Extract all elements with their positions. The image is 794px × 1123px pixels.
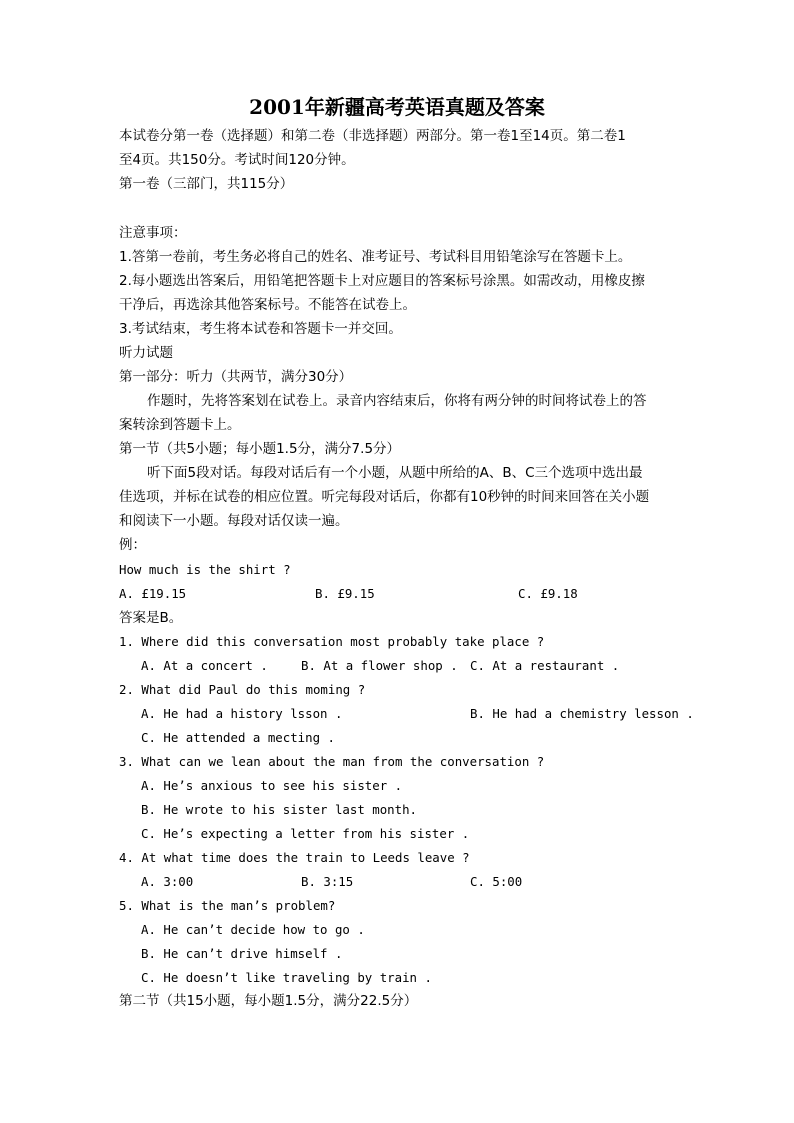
question-1-option-b: B. At a flower shop .: [301, 658, 458, 673]
question-4-option-a: A. 3:00: [141, 874, 194, 889]
question-2-option-c: C. He attended a mecting .: [141, 730, 335, 745]
instruction-line-1: 作题时，先将答案划在试卷上。录音内容结束后，你将有两分钟的时间将试卷上的答: [147, 393, 647, 409]
section-one-text-1: 听下面5段对话。每段对话后有一个小题，从题中所给的A、B、C三个选项中选出最: [147, 465, 643, 481]
example-question: How much is the shirt ?: [119, 562, 291, 577]
note-3: 3.考试结束，考生将本试卷和答题卡一并交回。: [119, 321, 402, 337]
intro-line-2: 至4页。共150分。考试时间120分钟。: [119, 152, 355, 168]
example-option-a: A. £19.15: [119, 586, 187, 601]
listening-part-heading: 第一部分：听力（共两节，满分30分）: [119, 369, 353, 385]
question-1: 1. Where did this conversation most probably take place ?: [119, 634, 545, 649]
notes-heading: 注意事项：: [119, 225, 187, 241]
intro-line-1: 本试卷分第一卷（选择题）和第二卷（非选择题）两部分。第一卷1至14页。第二卷1: [119, 128, 626, 144]
question-4-option-b: B. 3:15: [301, 874, 354, 889]
page-title: 2001年新疆高考英语真题及答案: [249, 95, 545, 119]
section-two-heading: 第二节（共15小题，每小题1.5分，满分22.5分）: [119, 993, 418, 1009]
note-2-line-1: 2.每小题选出答案后，用铅笔把答题卡上对应题目的答案标号涂黑。如需改动，用橡皮擦: [119, 273, 645, 289]
example-label: 例：: [119, 537, 146, 553]
question-4-option-c: C. 5:00: [470, 874, 523, 889]
question-2: 2. What did Paul do this moming ?: [119, 682, 366, 697]
question-3-option-a: A. He’s anxious to see his sister .: [141, 778, 403, 793]
question-4: 4. At what time does the train to Leeds leave ?: [119, 850, 470, 865]
note-2-line-2: 干净后，再选涂其他答案标号。不能答在试卷上。: [119, 297, 416, 313]
question-3: 3. What can we lean about the man from the conversation ?: [119, 754, 545, 769]
question-2-option-b: B. He had a chemistry lesson .: [470, 706, 694, 721]
question-1-option-c: C. At a restaurant .: [470, 658, 620, 673]
example-option-b: B. £9.15: [315, 586, 375, 601]
listening-heading: 听力试题: [119, 345, 173, 361]
note-1: 1.答第一卷前，考生务必将自己的姓名、准考证号、考试科目用铅笔涂写在答题卡上。: [119, 249, 632, 265]
example-answer: 答案是B。: [119, 610, 183, 626]
section-one-heading: 第一节（共5小题；每小题1.5分，满分7.5分）: [119, 441, 401, 457]
question-1-option-a: A. At a concert .: [141, 658, 268, 673]
section-one-text-3: 和阅读下一小题。每段对话仅读一遍。: [119, 513, 349, 529]
question-5-option-a: A. He can’t decide how to go .: [141, 922, 365, 937]
question-5: 5. What is the man’s problem?: [119, 898, 336, 913]
question-3-option-c: C. He’s expecting a letter from his sister .: [141, 826, 470, 841]
question-3-option-b: B. He wrote to his sister last month.: [141, 802, 418, 817]
question-5-option-b: B. He can’t drive himself .: [141, 946, 343, 961]
section-one-text-2: 佳选项，并标在试卷的相应位置。听完每段对话后，你都有10秒钟的时间来回答在关小题: [119, 489, 650, 505]
part-one-heading: 第一卷（三部门，共115分）: [119, 176, 294, 192]
instruction-line-2: 案转涂到答题卡上。: [119, 417, 241, 433]
example-option-c: C. £9.18: [518, 586, 578, 601]
question-2-option-a: A. He had a history lsson .: [141, 706, 343, 721]
question-5-option-c: C. He doesn’t like traveling by train .: [141, 970, 432, 985]
